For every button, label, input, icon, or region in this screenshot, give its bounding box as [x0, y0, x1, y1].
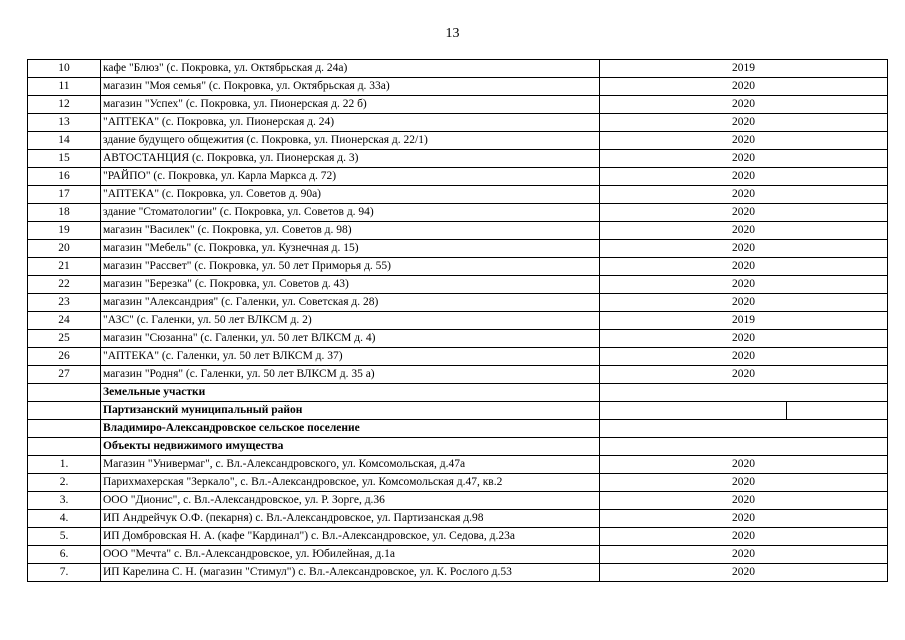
row-number-cell: 14 [28, 132, 101, 150]
row-number-cell: 26 [28, 348, 101, 366]
table-row [28, 546, 888, 564]
object-name-cell: Владимиро-Александровское сельское поселение [101, 420, 600, 438]
table-row [28, 132, 888, 150]
row-number-cell: 4. [28, 510, 101, 528]
row-number-cell: 2. [28, 474, 101, 492]
object-name-cell: ИП Андрейчук О.Ф. (пекарня) с. Вл.-Александровское, ул. Партизанская д.98 [101, 510, 600, 528]
section-heading-row [28, 438, 888, 456]
object-name-cell: "АЗС" (с. Галенки, ул. 50 лет ВЛКСМ д. 2) [101, 312, 600, 330]
row-number-cell: 20 [28, 240, 101, 258]
year-cell: 2020 [600, 294, 888, 312]
year-cell: 2020 [600, 564, 888, 582]
row-number-cell: 12 [28, 96, 101, 114]
table-row [28, 312, 888, 330]
year-cell: 2020 [600, 474, 888, 492]
year-cell: 2019 [600, 60, 888, 78]
object-name-cell: магазин "Рассвет" (с. Покровка, ул. 50 лет Приморья д. 55) [101, 258, 600, 276]
object-name-cell: здание будущего общежития (с. Покровка, ул. Пионерская д. 22/1) [101, 132, 600, 150]
year-cell: 2020 [600, 240, 888, 258]
year-cell: 2019 [600, 312, 888, 330]
object-name-cell: "РАЙПО" (с. Покровка, ул. Карла Маркса д. 72) [101, 168, 600, 186]
year-cell [600, 420, 888, 438]
table-body [28, 60, 888, 582]
row-number-cell: 19 [28, 222, 101, 240]
year-cell [600, 384, 888, 402]
object-name-cell: магазин "Родня" (с. Галенки, ул. 50 лет ВЛКСМ д. 35 а) [101, 366, 600, 384]
table-row [28, 330, 888, 348]
year-cell: 2020 [600, 114, 888, 132]
object-name-cell: АВТОСТАНЦИЯ (с. Покровка, ул. Пионерская д. 3) [101, 150, 600, 168]
object-name-cell: Объекты недвижимого имущества [101, 438, 600, 456]
object-name-cell: Земельные участки [101, 384, 600, 402]
table-row [28, 168, 888, 186]
year-cell: 2020 [600, 276, 888, 294]
table-row [28, 348, 888, 366]
object-name-cell: Магазин "Универмаг", с. Вл.-Александровского, ул. Комсомольская, д.47а [101, 456, 600, 474]
row-number-cell: 15 [28, 150, 101, 168]
year-cell: 2020 [600, 132, 888, 150]
table-row [28, 240, 888, 258]
row-number-cell: 17 [28, 186, 101, 204]
object-name-cell: магазин "Мебель" (с. Покровка, ул. Кузнечная д. 15) [101, 240, 600, 258]
row-number-cell: 24 [28, 312, 101, 330]
cell-divider-line [786, 402, 787, 419]
row-number-cell: 3. [28, 492, 101, 510]
object-name-cell: кафе "Блюз" (с. Покровка, ул. Октябрьская д. 24а) [101, 60, 600, 78]
row-number-cell: 16 [28, 168, 101, 186]
row-number-cell: 21 [28, 258, 101, 276]
object-name-cell: ООО "Мечта" с. Вл.-Александровское, ул. Юбилейная, д.1а [101, 546, 600, 564]
year-cell: 2020 [600, 150, 888, 168]
row-number-cell: 1. [28, 456, 101, 474]
section-heading-row [28, 402, 888, 420]
year-cell [600, 402, 888, 420]
row-number-cell: 22 [28, 276, 101, 294]
page-number: 13 [445, 26, 460, 41]
object-name-cell: магазин "Березка" (с. Покровка, ул. Советов д. 43) [101, 276, 600, 294]
section-heading-row [28, 420, 888, 438]
row-number-cell: 5. [28, 528, 101, 546]
table-row [28, 258, 888, 276]
table-row [28, 510, 888, 528]
object-name-cell: магазин "Василек" (с. Покровка, ул. Советов д. 98) [101, 222, 600, 240]
row-number-cell [28, 438, 101, 456]
object-name-cell: ИП Домбровская Н. А. (кафе "Кардинал") с. Вл.-Александровское, ул. Седова, д.23а [101, 528, 600, 546]
row-number-cell: 11 [28, 78, 101, 96]
objects-table [27, 59, 888, 582]
table-row [28, 456, 888, 474]
table-row [28, 78, 888, 96]
object-name-cell: магазин "Сюзанна" (с. Галенки, ул. 50 лет ВЛКСМ д. 4) [101, 330, 600, 348]
section-heading-row [28, 384, 888, 402]
year-cell: 2020 [600, 330, 888, 348]
row-number-cell [28, 402, 101, 420]
table-row [28, 474, 888, 492]
table-row [28, 150, 888, 168]
row-number-cell: 18 [28, 204, 101, 222]
table-row [28, 528, 888, 546]
table-row [28, 186, 888, 204]
object-name-cell: Партизанский муниципальный район [101, 402, 600, 420]
year-cell: 2020 [600, 492, 888, 510]
row-number-cell [28, 420, 101, 438]
year-cell: 2020 [600, 258, 888, 276]
table-row [28, 96, 888, 114]
year-cell: 2020 [600, 168, 888, 186]
table-row [28, 276, 888, 294]
year-cell: 2020 [600, 186, 888, 204]
object-name-cell: "АПТЕКА" (с. Покровка, ул. Пионерская д. 24) [101, 114, 600, 132]
table-row [28, 222, 888, 240]
year-cell: 2020 [600, 366, 888, 384]
row-number-cell: 25 [28, 330, 101, 348]
object-name-cell: магазин "Александрия" (с. Галенки, ул. Советская д. 28) [101, 294, 600, 312]
table-row [28, 204, 888, 222]
object-name-cell: "АПТЕКА" (с. Покровка, ул. Советов д. 90а) [101, 186, 600, 204]
year-cell: 2020 [600, 348, 888, 366]
object-name-cell: ООО "Дионис", с. Вл.-Александровское, ул. Р. Зорге, д.36 [101, 492, 600, 510]
object-name-cell: ИП Карелина С. Н. (магазин "Стимул") с. Вл.-Александровское, ул. К. Рослого д.53 [101, 564, 600, 582]
year-cell: 2020 [600, 456, 888, 474]
table-row [28, 366, 888, 384]
object-name-cell: магазин "Моя семья" (с. Покровка, ул. Октябрьская д. 33а) [101, 78, 600, 96]
object-name-cell: магазин "Успех" (с. Покровка, ул. Пионерская д. 22 б) [101, 96, 600, 114]
year-cell: 2020 [600, 204, 888, 222]
object-name-cell: "АПТЕКА" (с. Галенки, ул. 50 лет ВЛКСМ д. 37) [101, 348, 600, 366]
object-name-cell: Парихмахерская "Зеркало", с. Вл.-Александровское, ул. Комсомольская д.47, кв.2 [101, 474, 600, 492]
row-number-cell: 23 [28, 294, 101, 312]
table-row [28, 564, 888, 582]
year-cell: 2020 [600, 96, 888, 114]
year-cell: 2020 [600, 528, 888, 546]
row-number-cell: 10 [28, 60, 101, 78]
year-cell: 2020 [600, 222, 888, 240]
table-row [28, 492, 888, 510]
row-number-cell: 7. [28, 564, 101, 582]
table-row [28, 114, 888, 132]
year-cell: 2020 [600, 78, 888, 96]
row-number-cell: 6. [28, 546, 101, 564]
object-name-cell: здание "Стоматологии" (с. Покровка, ул. Советов д. 94) [101, 204, 600, 222]
row-number-cell [28, 384, 101, 402]
year-cell: 2020 [600, 510, 888, 528]
year-cell [600, 438, 888, 456]
table-row [28, 60, 888, 78]
table-row [28, 294, 888, 312]
year-cell: 2020 [600, 546, 888, 564]
row-number-cell: 13 [28, 114, 101, 132]
row-number-cell: 27 [28, 366, 101, 384]
